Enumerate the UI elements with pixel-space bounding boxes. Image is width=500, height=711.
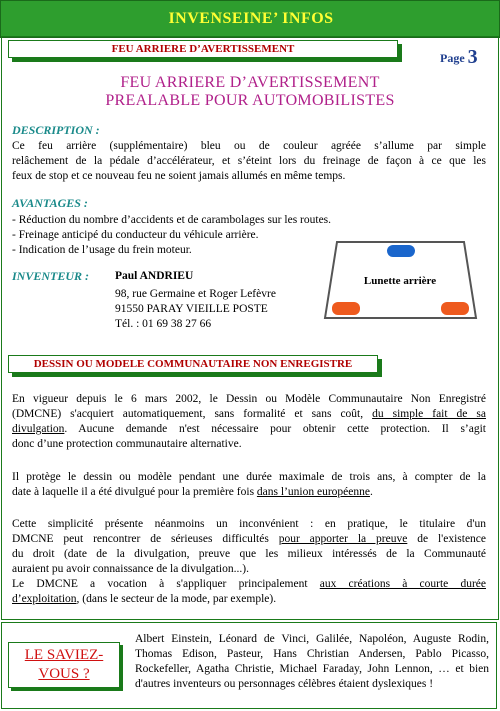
dmcne-paragraph-1: En vigueur depuis le 6 mars 2002, le Dessin ou Modèle Communautaire Non Enregistré (DMCNE) s'acquiert automatiquement, sans formalité et sans coût, du simple fait de sa divulgation. Aucune demande n'est nécessaire pour obtenir cette protection. Il s’agit donc d’une protection communautaire alternative. <box>12 393 486 450</box>
newsletter-title: INVENSEINE’ INFOS <box>168 10 334 27</box>
inventor-address-line: 91550 PARAY VIEILLE POSTE <box>115 303 268 315</box>
section1-box-title: FEU ARRIERE D’AVERTISSEMENT <box>8 40 398 58</box>
page-number: 3 <box>467 46 478 68</box>
advantage-item: - Freinage anticipé du conducteur du véhicule arrière. <box>12 229 259 241</box>
advantages-heading: AVANTAGES : <box>12 196 88 210</box>
did-you-know-text: Albert Einstein, Léonard de Vinci, Galilée, Napoléon, Auguste Rodin, Thomas Edison, Pasteur, Hans Christian Andersen, Pablo Picasso, Rockefeller, Agatha Christie, Michael Faraday, John Lennon, … et bien d'autres inventeurs ou personnages célèbres étaient dyslexiques ! <box>135 633 489 690</box>
diagram-label: Lunette arrière <box>363 275 437 287</box>
description-line: feux de stop et ce nouveau feu ne soient jamais allumés en même temps. <box>12 170 346 182</box>
did-you-know-label: LE SAVIEZ- VOUS ? <box>8 642 120 688</box>
section2-box-title: DESSIN OU MODELE COMMUNAUTAIRE NON ENREGISTRE <box>8 355 378 373</box>
advantage-item: - Indication de l’usage du frein moteur. <box>12 244 192 256</box>
header-banner <box>0 0 500 38</box>
description-text <box>12 139 486 184</box>
advantage-item: - Réduction du nombre d’accidents et de carambolages sur les routes. <box>12 214 332 226</box>
dmcne-paragraph-2: Il protège le dessin ou modèle pendant une durée maximale de trois ans, à compter de la date à laquelle il a été divulgué pour la première fois dans l’union européenne. <box>12 471 486 498</box>
inventor-phone: Tél. : 01 69 38 27 66 <box>115 318 212 330</box>
description-heading: DESCRIPTION : <box>12 123 100 137</box>
inventor-address-line: 98, rue Germaine et Roger Lefèvre <box>115 288 276 300</box>
page-label: Page 3 <box>440 46 478 68</box>
inventor-heading: INVENTEUR : <box>12 269 90 283</box>
description-line: Ce feu arrière (supplémentaire) bleu ou de couleur agréée s’allume par simple <box>12 140 486 152</box>
left-stop-light <box>332 302 360 315</box>
right-stop-light <box>441 302 469 315</box>
description-line: relâchement de la pédale d’accélérateur, et s’éteint lors du freinage de façon à ce que les <box>12 155 486 167</box>
rear-window-diagram <box>323 240 478 320</box>
article-title-line1: FEU ARRIERE D’AVERTISSEMENT <box>120 74 380 91</box>
inventor-name: Paul ANDRIEU <box>115 270 194 282</box>
article-title-line2: PREALABLE POUR AUTOMOBILISTES <box>105 92 395 109</box>
dmcne-paragraph-3: Cette simplicité présente néanmoins un inconvénient : en pratique, le titulaire d'un DMCNE peut rencontrer de sérieuses difficultés pour apporter la preuve de l'existence du droit (date de la divulgation, preuve que les milieux intéressés de la Communauté auraient pu avoir connaissance de la divulgation...). Le DMCNE a vocation à s'appliquer principalement aux créations à courte durée d’exploitation, (dans le secteur de la mode, par exemple). <box>12 518 487 605</box>
blue-warning-light <box>387 245 415 257</box>
